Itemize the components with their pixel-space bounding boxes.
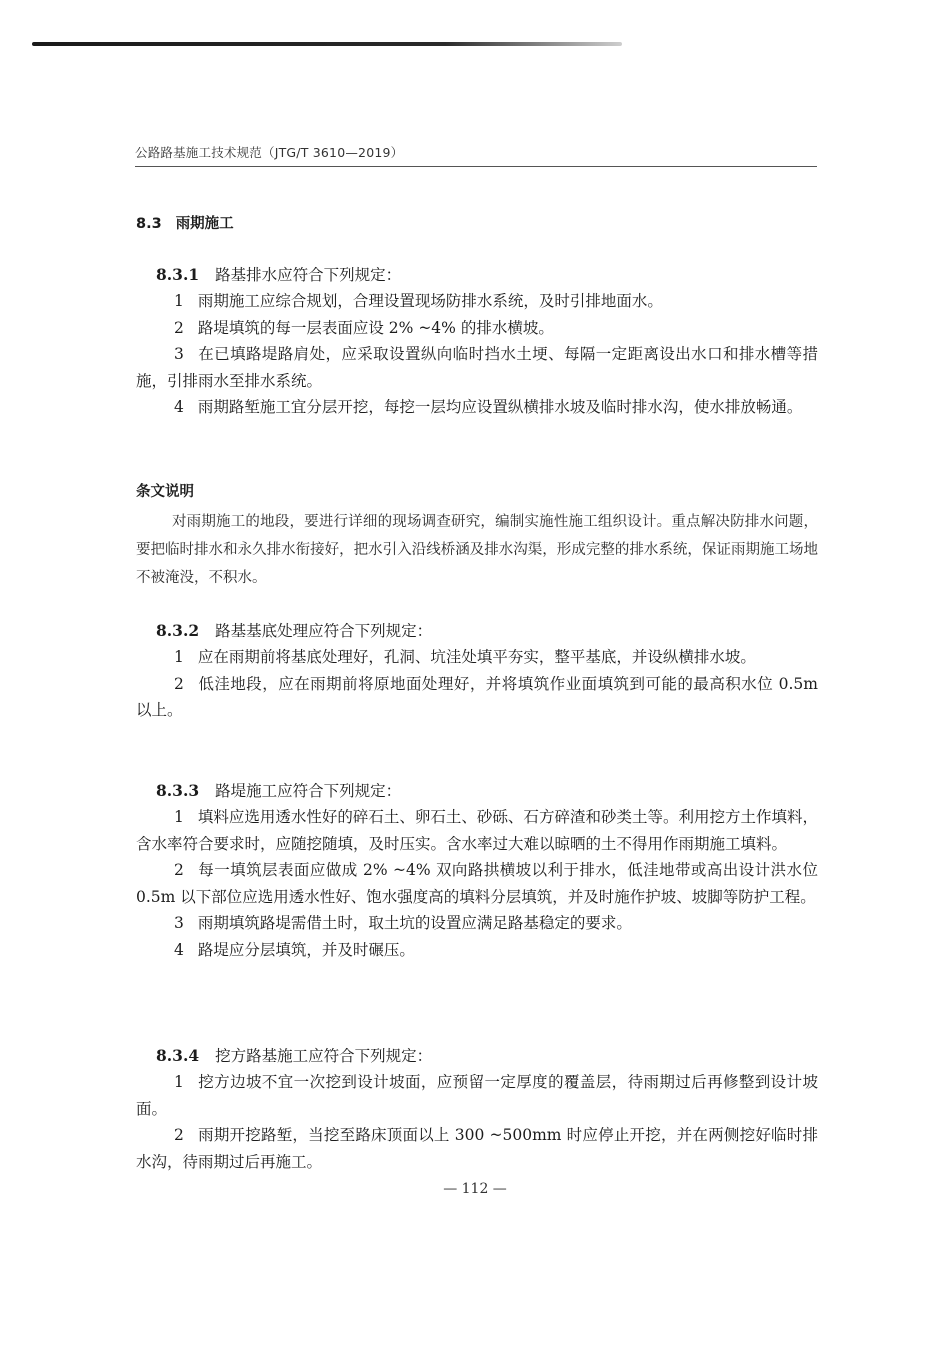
list-item [136,341,818,394]
list-item [136,671,818,724]
item-text: 雨期填筑路堤需借土时，取土坑的设置应满足路基稳定的要求。 [197,914,632,932]
section-number: 8.3 [136,216,162,232]
clause-heading [136,778,818,804]
list-item [136,1069,818,1122]
item-text: 在已填路堤路肩处，应采取设置纵向临时挡水土埂、每隔一定距离设出水口和排水槽等措施，引排雨水至排水系统。 [136,345,818,390]
item-text: 每一填筑层表面应做成 2% ~4% 双向路拱横坡以利于排水，低洼地带或高出设计洪水位 0.5m 以下部位应选用透水性好、饱水强度高的填料分层填筑，并及时施作护坡、坡脚等防护工程。 [136,861,818,906]
list-item [136,857,818,910]
clause-8-3-2 [136,618,818,724]
clause-title: 路基基底处理应符合下列规定： [215,622,433,640]
item-number: 1 [174,292,184,310]
clause-heading [136,618,818,644]
item-number: 1 [174,1073,184,1091]
list-item [136,804,818,857]
item-number: 2 [174,674,184,693]
clause-8-3-3 [136,778,818,963]
item-number: 1 [174,648,184,666]
top-decorative-rule [32,42,622,46]
item-text: 应在雨期前将基底处理好，孔洞、坑洼处填平夯实，整平基底，并设纵横排水坡。 [197,648,756,666]
clause-heading [136,262,818,288]
item-number: 2 [174,1126,184,1144]
item-number: 1 [174,808,184,826]
header-divider [135,166,817,167]
clause-title: 路基排水应符合下列规定： [215,266,402,284]
list-item [136,644,818,671]
clause-8-3-4 [136,1043,818,1175]
item-number: 3 [174,914,184,932]
clause-8-3-1 [136,262,818,421]
commentary-title: 条文说明 [136,484,194,500]
list-item [136,1122,818,1175]
section-title: 雨期施工 [175,216,234,232]
item-text: 路堤应分层填筑，并及时碾压。 [197,940,415,959]
item-text: 雨期路堑施工宜分层开挖，每挖一层均应设置纵横排水坡及临时排水沟，使水排放畅通。 [197,398,803,416]
item-number: 4 [174,940,184,959]
clause-number: 8.3.4 [156,1046,200,1065]
clause-heading [136,1043,818,1069]
clause-title: 挖方路基施工应符合下列规定： [215,1047,433,1065]
clause-number: 8.3.3 [156,781,200,800]
item-text: 雨期开挖路堑，当挖至路床顶面以上 300 ~500mm 时应停止开挖，并在两侧挖好临时排水沟，待雨期过后再施工。 [136,1126,818,1171]
item-text: 雨期施工应综合规划，合理设置现场防排水系统，及时引排地面水。 [197,292,663,310]
item-number: 3 [174,345,184,363]
list-item [136,315,818,342]
item-number: 2 [174,861,184,879]
list-item [136,910,818,937]
clause-title: 路堤施工应符合下列规定： [215,782,402,800]
item-number: 2 [174,318,184,337]
commentary-text: 对雨期施工的地段，要进行详细的现场调查研究，编制实施性施工组织设计。重点解决防排水问题，要把临时排水和永久排水衔接好，把水引入沿线桥涵及排水沟渠，形成完整的排水系统，保证雨期施工场地不被淹没，不积水。 [136,514,818,586]
item-text: 挖方边坡不宜一次挖到设计坡面，应预留一定厚度的覆盖层，待雨期过后再修整到设计坡面。 [136,1073,818,1118]
list-item [136,288,818,315]
item-text: 路堤填筑的每一层表面应设 2% ~4% 的排水横坡。 [197,318,554,337]
item-number: 4 [174,398,184,416]
item-text: 低洼地段，应在雨期前将原地面处理好，并将填筑作业面填筑到可能的最高积水位 0.5m 以上。 [136,674,818,719]
list-item [136,394,818,421]
running-header: 公路路基施工技术规范（JTG/T 3610—2019） [135,145,404,160]
list-item [136,937,818,964]
page-number: — 112 — [443,1181,507,1197]
section-heading [136,212,234,233]
clause-number: 8.3.2 [156,621,200,640]
clause-number: 8.3.1 [156,265,200,284]
item-text: 填料应选用透水性好的碎石土、卵石土、砂砾、石方碎渣和砂类土等。利用挖方土作填料，含水率符合要求时，应随挖随填，及时压实。含水率过大难以晾晒的土不得用作雨期施工填料。 [136,808,818,853]
